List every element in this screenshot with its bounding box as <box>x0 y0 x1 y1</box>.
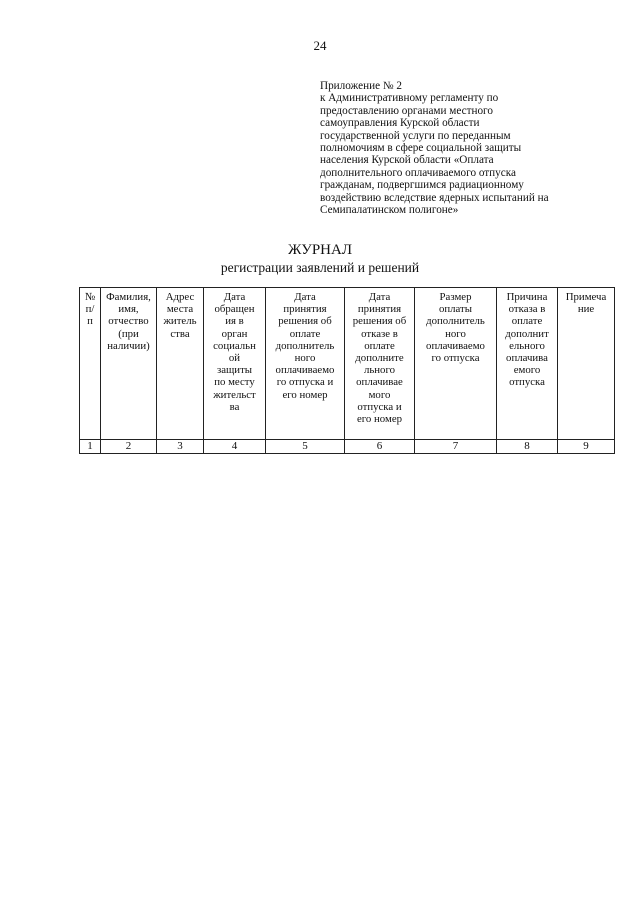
header-cell-note <box>558 288 615 440</box>
header-cell-line: отпуска и <box>357 400 402 413</box>
header-cell-line: имя, <box>118 303 139 316</box>
header-cell-line: дополните <box>355 352 404 365</box>
header-cell-number <box>80 288 101 440</box>
header-cell-line: оплате <box>364 339 395 352</box>
column-number-cell: 7 <box>415 440 497 454</box>
header-cell-line: ельного <box>509 339 545 352</box>
header-cell-line: оплаты <box>438 303 473 316</box>
header-cell-line: обращен <box>214 303 255 316</box>
column-number-cell: 4 <box>204 440 266 454</box>
header-cell-line: го отпуска и <box>276 376 334 389</box>
header-cell-line: орган <box>221 327 248 340</box>
header-cell-line: оплате <box>289 327 321 340</box>
header-cell-line: жительст <box>213 388 256 401</box>
journal-title: ЖУРНАЛ <box>287 242 353 258</box>
header-cell-line: места <box>166 303 194 316</box>
header-cell-line: ой <box>228 352 241 365</box>
header-cell-line: Причина <box>506 291 548 303</box>
appendix-line: Приложение № 2 <box>320 80 402 92</box>
header-cell-line: мого <box>368 388 391 401</box>
appendix-line: к Административному регламенту по <box>320 92 499 105</box>
appendix-block <box>320 80 600 216</box>
header-cell-line: го отпуска <box>431 352 480 365</box>
header-cell-line: оплачиваемо <box>426 339 485 352</box>
appendix-line: государственной услуги по переданным <box>320 129 511 142</box>
column-number-cell: 3 <box>157 440 204 454</box>
column-number-row <box>80 440 615 454</box>
header-cell-line: Дата <box>223 291 246 303</box>
appendix-line: самоуправления Курской области <box>320 117 480 130</box>
header-cell-line: Примеча <box>565 291 607 303</box>
header-cell-line: ства <box>170 327 190 340</box>
appendix-line: гражданам, подвергшимся радиационному <box>320 179 524 192</box>
header-cell-line: решения об <box>278 315 332 328</box>
header-cell-line: п <box>87 315 93 328</box>
appendix-line: полномочиям в сфере социальной защиты <box>320 142 522 155</box>
header-cell-line: ние <box>577 303 595 316</box>
column-number-cell: 8 <box>497 440 558 454</box>
header-cell-line: дополнит <box>505 327 549 340</box>
table-header-row <box>80 288 615 440</box>
header-cell-line: отчество <box>108 315 149 328</box>
appendix-line: воздействию вследствие ядерных испытаний на <box>320 191 549 204</box>
column-number-cell: 5 <box>266 440 345 454</box>
column-number-cell: 9 <box>558 440 615 454</box>
page-number: 24 <box>313 38 327 53</box>
column-number-cell: 2 <box>101 440 157 454</box>
header-cell-line: отказа в <box>508 303 546 316</box>
header-cell-appeal-date <box>204 288 266 440</box>
header-cell-line: оплачива <box>506 352 548 365</box>
header-cell-line: Дата <box>368 291 391 303</box>
header-cell-line: решения об <box>352 315 407 328</box>
header-cell-line: емого <box>513 364 541 377</box>
header-cell-line: Фамилия, <box>106 291 151 303</box>
header-cell-line: отпуска <box>509 376 545 389</box>
header-cell-line: п/ <box>85 303 95 316</box>
header-cell-line: Размер <box>439 291 472 303</box>
header-cell-line: ва <box>229 400 240 413</box>
header-cell-line: социальн <box>213 339 256 352</box>
journal-subtitle: регистрации заявлений и решений <box>220 260 420 275</box>
header-cell-line: отказе в <box>361 327 398 340</box>
header-cell-line: принятия <box>357 303 402 316</box>
column-number-cell: 1 <box>80 440 101 454</box>
header-cell-line: ия в <box>225 315 244 328</box>
appendix-line: дополнительного оплачиваемого отпуска <box>320 166 516 179</box>
appendix-line: населения Курской области «Оплата <box>320 154 494 167</box>
header-cell-line: Дата <box>294 291 316 303</box>
header-cell-line: принятия <box>283 303 327 316</box>
header-cell-line: дополнитель <box>426 315 485 328</box>
header-cell-line: защиты <box>216 364 253 377</box>
header-cell-line: ного <box>294 352 316 365</box>
header-cell-line: дополнитель <box>275 339 335 352</box>
header-cell-line: (при <box>118 327 139 340</box>
registration-table <box>79 287 615 454</box>
appendix-line: предоставлению органами местного <box>320 104 493 117</box>
header-cell-payment-decision <box>266 288 345 440</box>
header-cell-payment-amount <box>415 288 497 440</box>
header-cell-address <box>157 288 204 440</box>
header-cell-line: наличии) <box>107 339 150 352</box>
header-cell-line: № <box>84 291 96 303</box>
header-cell-line: его номер <box>282 388 328 401</box>
header-cell-line: оплачивае <box>356 376 403 389</box>
header-cell-line: ного <box>445 327 466 340</box>
column-number-cell: 6 <box>345 440 415 454</box>
header-cell-fullname <box>101 288 157 440</box>
header-cell-line: оплате <box>511 315 543 328</box>
appendix-line: Семипалатинском полигоне» <box>320 204 459 217</box>
header-cell-line: оплачиваемо <box>275 364 335 377</box>
header-cell-line: по месту <box>214 376 255 389</box>
header-cell-refusal-decision <box>345 288 415 440</box>
header-cell-line: его номер <box>356 413 403 426</box>
header-cell-line: Адрес <box>165 291 195 303</box>
header-cell-line: житель <box>163 315 197 328</box>
header-cell-line: льного <box>363 364 396 377</box>
header-cell-refusal-reason <box>497 288 558 440</box>
